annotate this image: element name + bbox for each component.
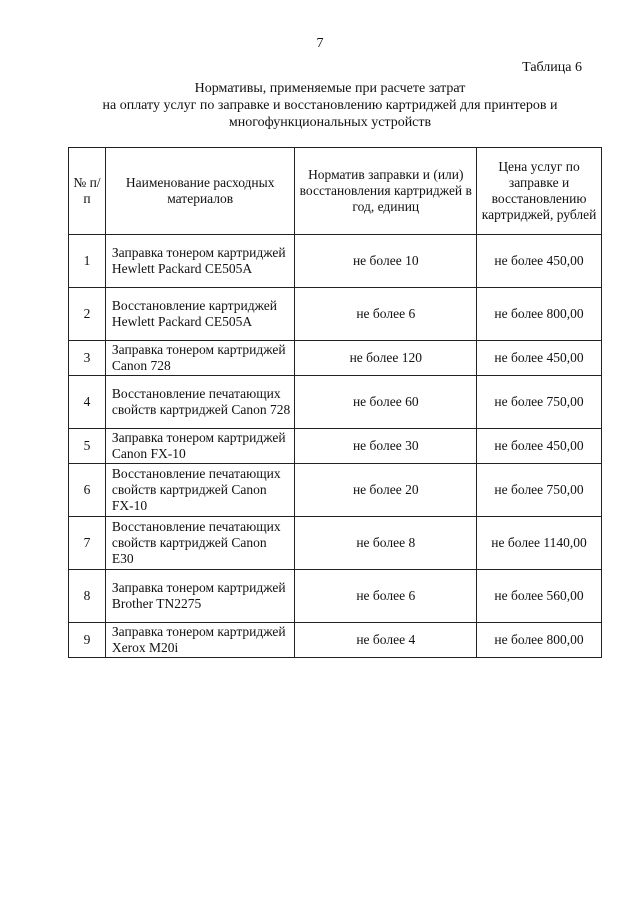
table-header-row — [69, 148, 602, 235]
row-num: 3 — [69, 341, 106, 376]
row-price: не более 450,00 — [477, 341, 602, 376]
row-norm: не более 6 — [295, 570, 477, 623]
row-num: 2 — [69, 288, 106, 341]
header-name: Наименование расходных материалов — [105, 148, 295, 235]
page-number: 7 — [316, 36, 324, 51]
row-name: Заправка тонером картриджей Hewlett Packard CE505A — [105, 235, 295, 288]
row-norm: не более 10 — [295, 235, 477, 288]
row-name: Восстановление печатающих свойств картриджей Canon FX-10 — [105, 464, 295, 517]
title-line: на оплату услуг по заправке и восстановлению картриджей для принтеров и — [102, 98, 558, 113]
norms-table — [68, 147, 602, 658]
header-norm: Норматив заправки и (или) восстановления картриджей в год, единиц — [295, 148, 477, 235]
table-row — [69, 623, 602, 658]
row-name: Восстановление картриджей Hewlett Packard CE505A — [105, 288, 295, 341]
row-num: 1 — [69, 235, 106, 288]
row-norm: не более 120 — [295, 341, 477, 376]
row-norm: не более 20 — [295, 464, 477, 517]
row-name: Заправка тонером картриджей Xerox M20i — [105, 623, 295, 658]
row-name: Заправка тонером картриджей Brother TN2275 — [105, 570, 295, 623]
row-name: Восстановление печатающих свойств картриджей Canon E30 — [105, 517, 295, 570]
row-price: не более 1140,00 — [477, 517, 602, 570]
title-line: многофункциональных устройств — [228, 115, 432, 130]
row-norm: не более 4 — [295, 623, 477, 658]
row-price: не более 750,00 — [477, 376, 602, 429]
row-price: не более 800,00 — [477, 288, 602, 341]
row-price: не более 750,00 — [477, 464, 602, 517]
row-price: не более 560,00 — [477, 570, 602, 623]
table-row — [69, 429, 602, 464]
row-name: Восстановление печатающих свойств картриджей Canon 728 — [105, 376, 295, 429]
row-price: не более 800,00 — [477, 623, 602, 658]
row-norm: не более 60 — [295, 376, 477, 429]
table-label: Таблица 6 — [522, 60, 582, 75]
row-name: Заправка тонером картриджей Canon FX-10 — [105, 429, 295, 464]
table-row — [69, 341, 602, 376]
row-price: не более 450,00 — [477, 235, 602, 288]
row-name: Заправка тонером картриджей Canon 728 — [105, 341, 295, 376]
row-num: 9 — [69, 623, 106, 658]
row-num: 4 — [69, 376, 106, 429]
row-norm: не более 6 — [295, 288, 477, 341]
table-row — [69, 288, 602, 341]
table-row — [69, 570, 602, 623]
header-num: № п/п — [69, 148, 106, 235]
row-num: 8 — [69, 570, 106, 623]
table-row — [69, 517, 602, 570]
header-price: Цена услуг по заправке и восстановлению картриджей, рублей — [477, 148, 602, 235]
row-num: 6 — [69, 464, 106, 517]
row-num: 5 — [69, 429, 106, 464]
document-title — [60, 80, 600, 131]
row-num: 7 — [69, 517, 106, 570]
table-row — [69, 235, 602, 288]
table-row — [69, 376, 602, 429]
title-line: Нормативы, применяемые при расчете затрат — [194, 81, 466, 96]
row-norm: не более 30 — [295, 429, 477, 464]
row-price: не более 450,00 — [477, 429, 602, 464]
table-row — [69, 464, 602, 517]
row-norm: не более 8 — [295, 517, 477, 570]
